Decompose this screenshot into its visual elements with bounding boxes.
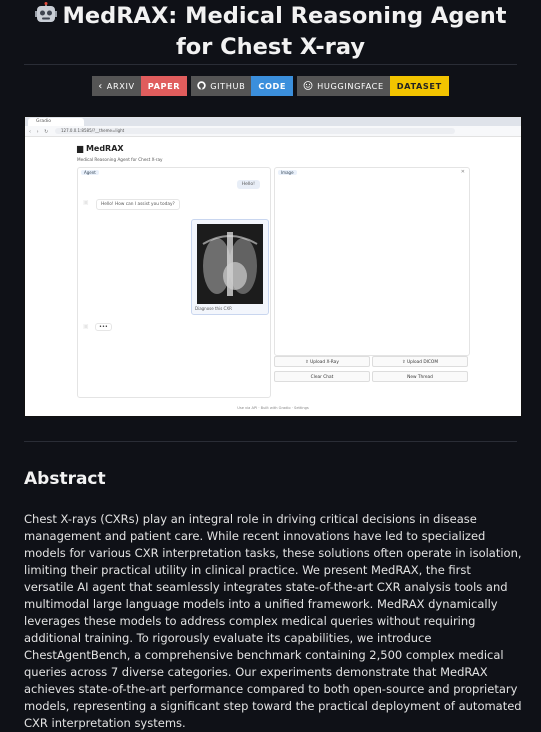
app-title: ▆ MedRAX bbox=[77, 144, 124, 153]
browser-address-bar bbox=[25, 126, 521, 137]
robot-icon bbox=[34, 2, 58, 33]
upload-xray-button[interactable]: ⇪ Upload X-Ray bbox=[274, 356, 370, 367]
browser-nav-icons: ‹ › ↻ bbox=[29, 129, 51, 135]
gradio-footer: Use via API · Built with Gradio · Settings bbox=[237, 406, 309, 410]
xray-message bbox=[191, 219, 269, 315]
chest-xray-image bbox=[197, 224, 263, 304]
github-icon bbox=[197, 81, 206, 92]
user-message: Hello! bbox=[237, 180, 260, 189]
section-divider bbox=[24, 441, 517, 442]
bot-avatar-icon: ▣ bbox=[83, 199, 89, 206]
image-panel bbox=[274, 167, 470, 356]
abstract-heading: Abstract bbox=[24, 469, 106, 489]
clear-chat-button[interactable]: Clear Chat bbox=[274, 371, 370, 382]
app-screenshot bbox=[24, 116, 522, 417]
new-thread-button[interactable]: New Thread bbox=[372, 371, 468, 382]
typing-indicator: ••• bbox=[95, 323, 112, 331]
bot-avatar-icon: ▣ bbox=[83, 323, 89, 330]
bot-message: Hello! How can I assist you today? bbox=[96, 199, 180, 210]
page-title bbox=[20, 0, 521, 61]
close-icon[interactable]: ✕ bbox=[460, 169, 465, 175]
page-title-text: MedRAX: Medical Reasoning Agent for Chest X-ray bbox=[62, 3, 507, 60]
arxiv-paper-badge[interactable]: ‹ ARXIV PAPER bbox=[92, 76, 187, 96]
badge-row bbox=[0, 76, 541, 96]
app-subtitle: Medical Reasoning Agent for Chest X-ray bbox=[77, 157, 163, 162]
browser-tab[interactable]: Gradio bbox=[28, 118, 84, 126]
abstract-text: Chest X-rays (CXRs) play an integral role in driving critical decisions in disease management and patient care. While recent innovations have led to specialized models for various CXR interpretation tasks, these solutions often operate in isolation, limiting their practical utility in clinical practice. We present MedRAX, the first versatile AI agent that seamlessly integrates state-of-the-art CXR analysis tools and multimodal large language models into a unified framework. MedRAX dynamically leverages these models to address complex medical queries without requiring additional training. To rigorously evaluate its capabilities, we introduce ChestAgentBench, a comprehensive benchmark containing 2,500 complex medical queries across 7 diverse categories. Our experiments demonstrate that MedRAX achieves state-of-the-art performance compared to both open-source and proprietary models, representing a significant step toward the practical deployment of automated CXR interpretation systems. bbox=[24, 512, 522, 730]
huggingface-dataset-badge[interactable]: HUGGINGFACE DATASET bbox=[297, 76, 449, 96]
image-panel-label: Image bbox=[278, 170, 297, 175]
book-icon: ▆ bbox=[77, 144, 86, 153]
agent-chat-panel bbox=[77, 167, 271, 398]
agent-panel-label: Agent bbox=[81, 170, 99, 175]
browser-tabbar bbox=[25, 117, 521, 126]
url-field[interactable]: 127.0.0.1:8585/?__theme=light bbox=[55, 128, 455, 134]
github-code-badge[interactable]: GITHUB CODE bbox=[191, 76, 293, 96]
xray-caption: Diagnose this CXR bbox=[195, 306, 232, 311]
upload-dicom-button[interactable]: ⇪ Upload DICOM bbox=[372, 356, 468, 367]
chevron-left-icon: ‹ bbox=[98, 80, 103, 92]
header-divider bbox=[24, 64, 517, 65]
huggingface-icon bbox=[303, 81, 313, 92]
